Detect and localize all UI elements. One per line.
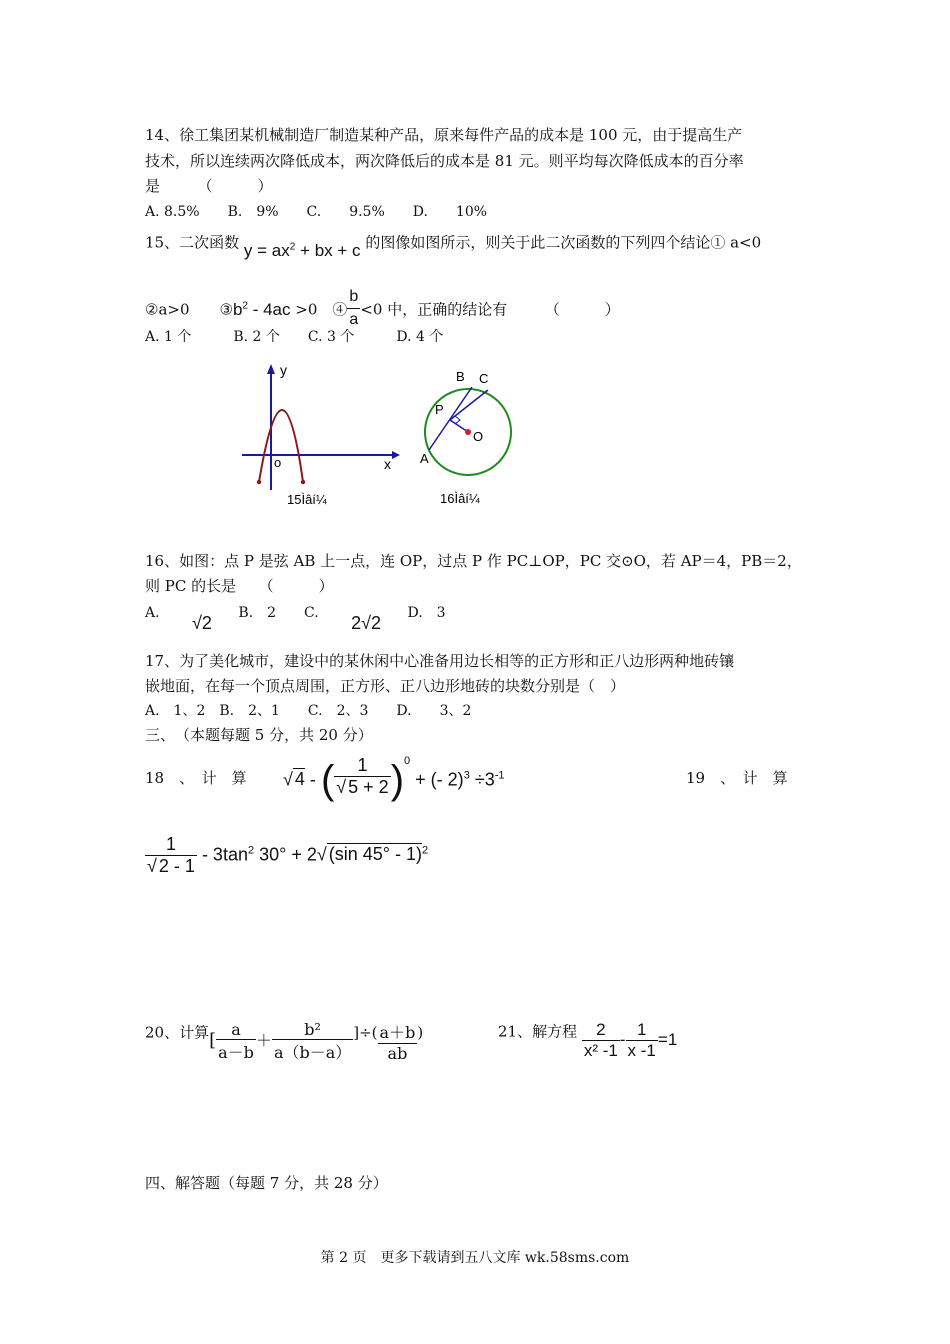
q20-label: 20、计算 [145, 1023, 210, 1042]
q16-line1: 16、如图：点 P 是弦 AB 上一点，连 OP，过点 P 作 PC⊥OP，PC 交⊙O，若 AP＝4，PB＝2， [145, 552, 802, 570]
q14-options: A. 8.5% B. 9% C. 9.5% D. 10% [145, 204, 488, 220]
q18-label: 18 、 计 算 [145, 769, 247, 787]
fig15-y-label: y [280, 362, 287, 378]
fig16-segment-op [450, 420, 468, 432]
fig15-caption: 15Ìâí¼ [287, 492, 327, 507]
fig15-x-arrow [392, 451, 400, 459]
fig16-center [465, 429, 471, 435]
fig16-graph [420, 369, 511, 506]
q15-line2: ②a>0 $③b^2 - 4ac >0$ ④ $\frac{b}{a}$ <0 中，正确的结论有 （ ） [145, 288, 620, 333]
figures [230, 360, 530, 515]
fig15-end-right [301, 480, 305, 484]
q17-line1: 17、为了美化城市，建设中的某休闲中心准备用边长相等的正方形和正八边形两种地砖镶 [145, 652, 735, 670]
fig15-y-arrow [267, 364, 275, 374]
q17-options: A. 1、2 B. 2、1 C. 2、3 D. 3、2 [145, 703, 472, 719]
q16-line2: 则 PC 的长是 （ ） [145, 577, 334, 595]
fig15-graph [242, 362, 400, 507]
q15-options: A. 1 个 B. 2 个 C. 3 个 D. 4 个 [145, 329, 444, 345]
section-3-heading: 三、 （本题每题 5 分，共 20 分） [145, 726, 373, 744]
fig15-parabola [259, 410, 303, 482]
q16-option-c-value: 2√2 [351, 613, 382, 633]
fig16-label-p: P [435, 402, 444, 417]
fig15-x-label: x [384, 456, 391, 472]
page-footer: 第 2 页 更多下载请到五八文库 wk.58sms.com [320, 1250, 630, 1266]
q18-expression: √ 4 - ( $\frac{1}{√ 5 + 2}$ )$^0$ + (- $2)^3 \div 3^{-1}$ [283, 755, 505, 802]
q20-expression: 20、计算[ $\frac{a}{a-b}$ ＋ $\frac{\text{b²}}{a(b-a)}$ ]÷( $\frac{a+b}{ab}$ ) [145, 1020, 424, 1063]
fig16-segment-pc [450, 390, 488, 420]
q14-line1: 14、徐工集团某机械制造厂制造某种产品，原来每件产品的成本是 100 元，由于提高生产 [145, 126, 743, 144]
fig16-label-a: A [420, 451, 429, 466]
q14-line2: 技术，所以连续两次降低成本，两次降低后的成本是 81 元。则平均每次降低成本的百分率 [145, 152, 744, 170]
q15-line1 [145, 228, 762, 260]
fig16-label-o: O [473, 429, 484, 444]
q15-prefix: 15、二次函数 [145, 233, 240, 252]
q15-fraction: $\frac{b}{a}$ [349, 288, 359, 328]
q16-option-a-value: √2 [192, 613, 212, 633]
q15-formula: $y = ax^2$ + bx + c [243, 240, 361, 260]
fig16-caption: 16Ìâí¼ [440, 491, 480, 506]
fig15-o-label: o [274, 455, 282, 470]
q21-label: 21、解方程 [498, 1022, 578, 1041]
q19-expression: $\frac{1}{√ 2 - 1}$ - $3\tan^2$ 30° + 2√ (sin 45° - 1)$^2$ [147, 834, 429, 876]
fig16-right-angle [455, 416, 460, 424]
q19-label: 19 、 计 算 [686, 769, 788, 787]
fig16-label-b: B [456, 369, 465, 384]
q17-line2: 嵌地面，在每一个顶点周围，正方形、正八边形地砖的块数分别是（ ） [145, 677, 626, 695]
q21-expression: 21、解方程 $\frac{2}{\text{x² -1}}$ - $\frac{1}{x -1}$ =1 [498, 1020, 678, 1060]
fig15-end-left [257, 480, 261, 484]
section-4-heading: 四、解答题（每题 7 分，共 28 分） [145, 1174, 388, 1192]
q15-suffix: 的图像如图所示，则关于此二次函数的下列四个结论① a<0 [365, 233, 762, 252]
q16-options: A. √2 B. 2 C. 2√2 D. 3 [145, 605, 446, 633]
fig16-label-c: C [479, 371, 489, 386]
fig16-chord-ab [429, 387, 472, 450]
q14-line3: 是 （ ） [145, 177, 273, 195]
q15-discriminant: $b^2 - 4ac$ [232, 299, 291, 319]
